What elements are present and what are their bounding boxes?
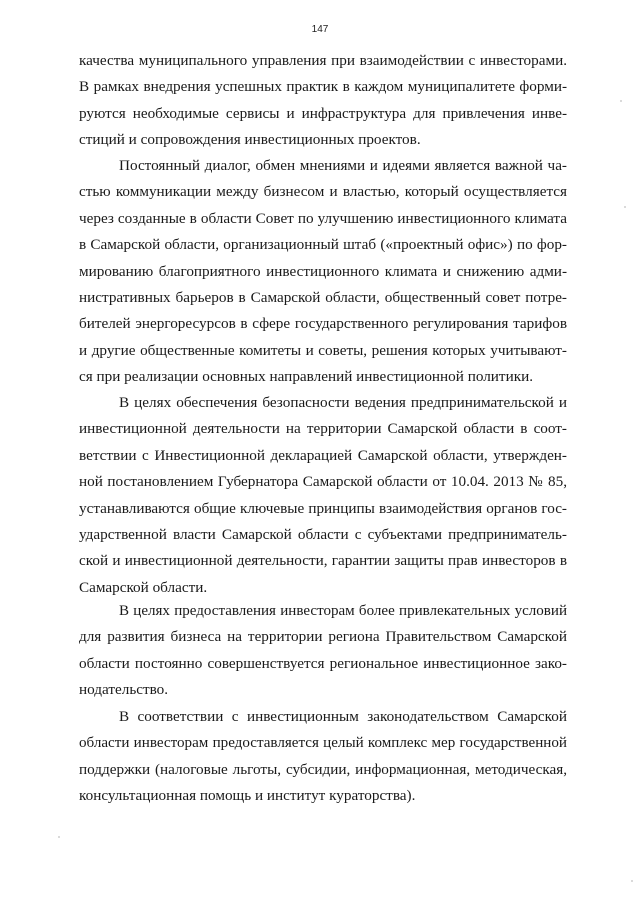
text-line: В соответствии с инвестиционным законодательством Самарской xyxy=(119,708,567,725)
text-line: В целях предоставления инвесторам более привлекательных условий xyxy=(119,603,567,619)
text-line: устанавливаются общие ключевые принципы взаимодействия органов гос- xyxy=(79,499,567,517)
text-line: области постоянно совершенствуется региональное инвестиционное зако- xyxy=(79,654,567,672)
text-line: поддержки (налоговые льготы, субсидии, информационная, методическая, xyxy=(79,760,567,778)
text-line: В рамках внедрения успешных практик в каждом муниципалитете форми- xyxy=(79,78,567,96)
text-line: качества муниципального управления при взаимодействии с инвесторами. xyxy=(79,52,567,69)
text-line: области инвесторам предоставляется целый комплекс мер государственной xyxy=(79,735,567,752)
scan-speck xyxy=(58,836,60,838)
text-line: для развития бизнеса на территории региона Правительством Самарской xyxy=(79,628,567,646)
paragraph-3 xyxy=(79,390,567,601)
text-line: бителей энергоресурсов в сфере государственного регулирования тарифов xyxy=(79,315,567,333)
text-line: мированию благоприятного инвестиционного климата и снижению адми- xyxy=(79,262,567,280)
text-line: в Самарской области, организационный штаб («проектный офис») по фор- xyxy=(79,236,567,254)
text-line: ской и инвестиционной деятельности, гарантии защиты прав инвесторов в xyxy=(79,552,567,570)
text-line: ударственной власти Самарской области с субъектами предприниматель- xyxy=(79,525,567,543)
text-line: и другие общественные комитеты и советы, решения которых учитывают- xyxy=(79,341,567,359)
text-line: консультационная помощь и институт кураторства). xyxy=(79,787,416,805)
text-line: В целях обеспечения безопасности ведения предпринимательской и xyxy=(119,394,567,411)
text-line: стью коммуникации между бизнесом и властью, который осуществляется xyxy=(79,183,567,201)
text-line: руются необходимые сервисы и инфраструктура для привлечения инве- xyxy=(79,104,567,122)
scan-speck xyxy=(631,880,633,882)
paragraph-1 xyxy=(79,48,567,154)
text-line: ной постановлением Губернатора Самарской области от 10.04. 2013 № 85, xyxy=(79,473,567,491)
text-line: Самарской области. xyxy=(79,578,208,596)
text-line: через созданные в области Совет по улучшению инвестиционного климата xyxy=(79,209,567,227)
text-line: ся при реализации основных направлений инвестиционной политики. xyxy=(79,368,534,386)
scan-speck xyxy=(624,206,626,208)
paragraph-4 xyxy=(79,598,567,704)
paragraph-2 xyxy=(79,153,567,391)
paragraph-5 xyxy=(79,704,567,810)
scan-speck xyxy=(620,100,622,102)
text-line: Постоянный диалог, обмен мнениями и идеями является важной ча- xyxy=(119,157,567,174)
text-line: инвестиционной деятельности на территории Самарской области в соот- xyxy=(79,420,567,438)
text-line: ветствии с Инвестиционной декларацией Самарской области, утвержден- xyxy=(79,446,567,464)
text-line: нодательство. xyxy=(79,681,169,699)
page-number: 147 xyxy=(311,24,329,35)
text-line: стиций и сопровождения инвестиционных проектов. xyxy=(79,131,421,149)
text-line: нистративных барьеров в Самарской области, общественный совет потре- xyxy=(79,288,567,306)
